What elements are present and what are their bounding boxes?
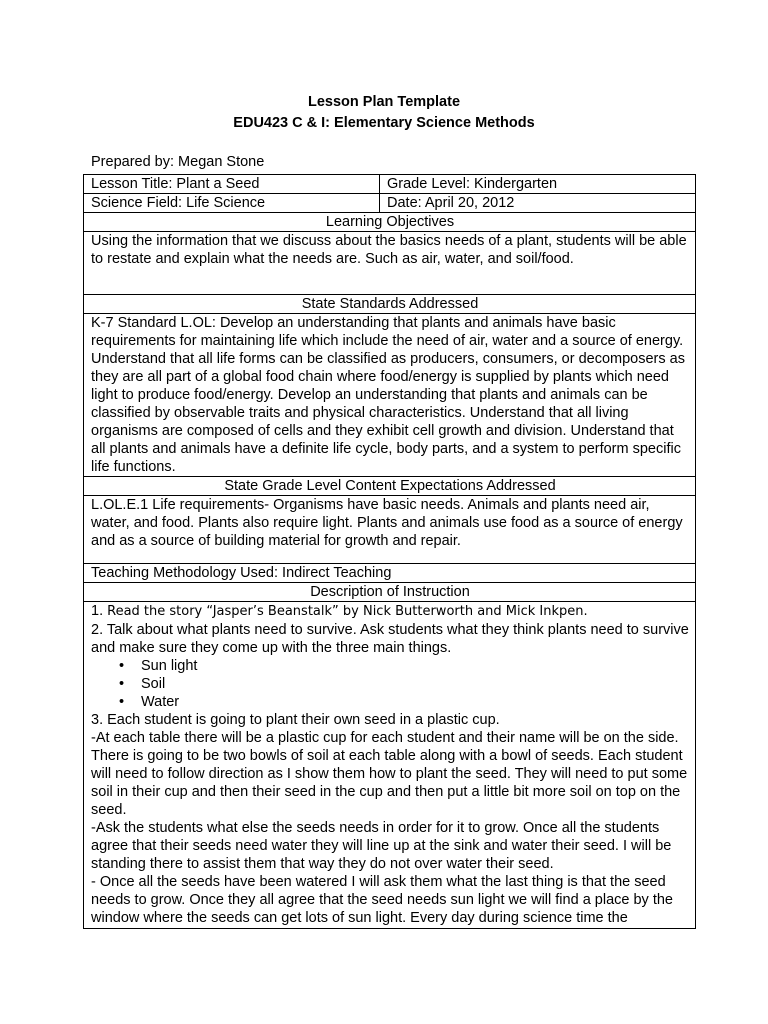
table-row [84,314,696,477]
table-row [84,295,696,314]
table-row [84,602,696,929]
table-row [84,175,696,194]
lesson-plan-table [83,174,696,929]
instruction-step-2: 2. Talk about what plants need to survive. Ask students what they think plants need to survive and make sure they come up with the three main things. [91,622,689,656]
plant-needs-list [91,657,689,711]
instruction-step-3b: -Ask the students what else the seeds needs in order for it to grow. Once all the students agree that their seeds need water they will line up at the sink and water their seed. I will be standing there to assist them that way they do not over water their seed. [91,820,672,872]
instruction-body [84,602,696,929]
table-row [84,564,696,583]
science-field: Science Field: Life Science [84,194,380,213]
course-title: EDU423 C & I: Elementary Science Methods [233,115,535,131]
content-expectations-heading: State Grade Level Content Expectations Addressed [84,477,696,496]
document-title: Lesson Plan Template [307,94,461,110]
instruction-step-3c: - Once all the seeds have been watered I will ask them what the last thing is that the seed needs to grow. Once they all agree that the seed needs sun light we will find a place by the window where the seeds can get lots of sun light. Every day during science time the [91,874,673,926]
instruction-step-3: 3. Each student is going to plant their own seed in a plastic cup. [91,712,500,728]
learning-objectives-heading: Learning Objectives [84,213,696,232]
instruction-heading: Description of Instruction [84,583,696,602]
table-row [84,477,696,496]
table-row [84,213,696,232]
instruction-step-3a: -At each table there will be a plastic cup for each student and their name will be on the side. There is going to be two bowls of soil at each table along with a bowl of seeds. Each student will need to follow direction as I show them how to plant the seed. They will need to put some soil in their cup and then their seed in the cup and then put a little bit more soil on top on the seed. [91,730,688,818]
lesson-date: Date: April 20, 2012 [380,194,696,213]
story-reference: Read the story “Jasper’s Beanstalk” by Nick Butterworth and Mick Inkpen. [107,604,588,619]
content-expectations-text: L.OL.E.1 Life requirements- Organisms have basic needs. Animals and plants need air, water, and food. Plants also require light. Plants and animals use food as a source of energy and as a source of building material for growth and repair. [84,496,696,564]
state-standards-text: K-7 Standard L.OL: Develop an understanding that plants and animals have basic requirements for maintaining life which include the need of air, water and a source of energy. Understand that all life forms can be classified as producers, consumers, or decomposers as they are all part of a global food chain where food/energy is supplied by plants which need light to produce food/energy. Develop an understanding that plants and animals can be classified by observable traits and physical characteristics. Understand that all living organisms are composed of cells and they exhibit cell growth and division. Understand that all plants and animals have a definite life cycle, body parts, and a system to perform specific life functions. [84,314,696,477]
learning-objectives-text: Using the information that we discuss about the basics needs of a plant, students will be able to restate and explain what the needs are. Such as air, water, and soil/food. [84,232,696,295]
table-row [84,194,696,213]
list-item: • Sun light [119,657,689,675]
document-header [0,92,768,134]
table-row [84,496,696,564]
teaching-methodology: Teaching Methodology Used: Indirect Teaching [84,564,696,583]
table-row [84,583,696,602]
instruction-step-1: 1. Read the story “Jasper’s Beanstalk” by Nick Butterworth and Mick Inkpen. [91,603,588,619]
list-item: • Water [119,693,689,711]
list-item: • Soil [119,675,689,693]
table-row [84,232,696,295]
prepared-by: Prepared by: Megan Stone [91,154,265,170]
lesson-title: Lesson Title: Plant a Seed [84,175,380,194]
grade-level: Grade Level: Kindergarten [380,175,696,194]
state-standards-heading: State Standards Addressed [84,295,696,314]
